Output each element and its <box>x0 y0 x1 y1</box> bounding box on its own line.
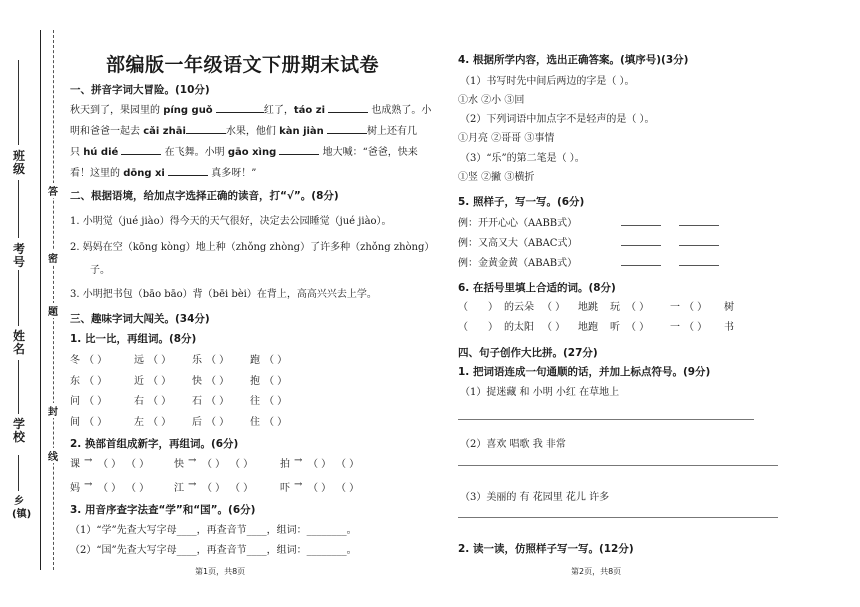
s2-item-1: 1. 小明觉（jué jiào）得今天的天气很好，决定去公园睡觉（jué jiào）。 <box>70 216 392 227</box>
grid-char: 快 <box>192 375 202 387</box>
paren-blank[interactable]: ） <box>488 302 498 313</box>
radical-char: 妈 <box>70 483 80 494</box>
answer-blank[interactable]: （ ） <box>98 459 122 470</box>
binding-dashed-line <box>53 30 54 570</box>
paren-blank[interactable]: （ ） <box>684 302 708 313</box>
answer-blank[interactable]: （ ） <box>264 355 288 366</box>
s1-line-1: 秋天到了，果园里的 píng guǒ 红了，táo zi 也成熟了。小 <box>70 101 431 116</box>
grid-char: 往 <box>250 396 260 407</box>
grid-char: 住 <box>250 416 260 428</box>
answer-blank[interactable]: （ ） <box>206 375 230 387</box>
answer-blank[interactable]: （ ） <box>264 375 288 387</box>
answer-blank[interactable]: （ ） <box>264 416 288 428</box>
answer-blank[interactable]: （ ） <box>98 483 122 494</box>
label-name: 姓名 <box>12 329 25 356</box>
grid-char: 问 <box>70 396 80 407</box>
answer-blank[interactable]: （ ） <box>230 483 254 494</box>
word: 一 <box>670 322 680 333</box>
s2-item-2: 2. 妈妈在空（kōng kòng）地上种（zhǒng zhòng）了许多种（zhǒng zhòng） <box>70 242 435 253</box>
answer-blank[interactable]: （ ） <box>126 459 150 470</box>
answer-blank[interactable]: （ ） <box>126 483 150 494</box>
grid-char: 跑 <box>250 355 260 366</box>
s3-q1-heading: 1. 比一比，再组词。(8分) <box>70 333 197 345</box>
answer-blank[interactable]: （ ） <box>264 396 288 407</box>
s2-item-3: 3. 小明把书包（bāo bāo）背（bēi bèi）在背上，高高兴兴去上学。 <box>70 289 377 300</box>
paren-blank[interactable]: （ ） <box>626 322 650 333</box>
answer-blank[interactable]: （ ） <box>230 459 254 470</box>
arrow-icon: → <box>84 455 93 466</box>
fill-line-township <box>18 455 19 491</box>
answer-blank[interactable]: （ ） <box>148 416 172 428</box>
answer-blank[interactable]: （ ） <box>202 483 226 494</box>
answer-blank[interactable]: （ ） <box>308 459 332 470</box>
seal-char-4: 封 <box>47 403 59 418</box>
s3-q3-line-1: （1）“学”先查大写字母____，再查音节____，组词：________。 <box>70 525 357 536</box>
s3-q3-heading: 3. 用音序查字法查“学”和“国”。(6分) <box>70 504 256 516</box>
write-line[interactable] <box>679 265 719 266</box>
answer-blank[interactable]: （ ） <box>84 355 108 366</box>
label-class: 班级 <box>12 149 25 176</box>
s3-q3-line-2: （2）“国”先查大写字母____，再查音节____，组词：________。 <box>70 545 357 556</box>
fill-line-name <box>18 270 19 326</box>
binding-strip <box>0 0 62 607</box>
s4-line-1: （1）书写时先中间后两边的字是（ ）。 <box>460 76 635 87</box>
answer-blank[interactable]: （ ） <box>206 416 230 428</box>
fill-line-exam-number <box>18 180 19 238</box>
s4-line-5: （3）“乐”的第二笔是（ ）。 <box>460 153 585 164</box>
paren-blank[interactable]: （ <box>458 322 468 333</box>
grid-char: 乐 <box>192 355 202 366</box>
grid-char: 左 <box>134 416 144 428</box>
write-line[interactable] <box>679 225 719 226</box>
section-1-heading: 一、拼音字词大冒险。(10分) <box>70 84 210 96</box>
paren-blank[interactable]: （ ） <box>542 302 566 313</box>
radical-char: 快 <box>174 459 184 470</box>
radical-char: 吓 <box>280 483 290 494</box>
label-school: 学校 <box>12 417 25 444</box>
s4-heading: 4. 根据所学内容，选出正确答案。(填序号)(3分) <box>458 54 689 66</box>
word: 听 <box>610 322 620 333</box>
s5-heading: 5. 照样子，写一写。(6分) <box>458 196 585 208</box>
answer-blank[interactable]: （ ） <box>202 459 226 470</box>
s1-line-2: 明和爸爸一起去 cǎi zhāi 水果，他们 kàn jiàn 树上还有几 <box>70 122 417 137</box>
word: 地跑 <box>578 322 598 333</box>
section-4-heading: 四、句子创作大比拼。(27分) <box>458 347 598 359</box>
radical-char: 拍 <box>280 459 290 470</box>
radical-char: 课 <box>70 459 80 470</box>
answer-blank[interactable]: （ ） <box>148 396 172 407</box>
radical-char: 江 <box>174 483 184 494</box>
answer-blank[interactable]: （ ） <box>148 375 172 387</box>
grid-char: 远 <box>134 355 144 366</box>
write-line[interactable] <box>621 265 661 266</box>
seal-char-5: 线 <box>47 448 59 463</box>
s4-line-2: ①水 ②小 ③回 <box>458 95 525 106</box>
answer-line-3[interactable] <box>458 517 778 518</box>
seal-char-1: 答 <box>47 183 59 198</box>
example-label: 例：开开心心（AABB式） <box>458 218 578 229</box>
example-label: 例：金黄金黄（ABAB式） <box>458 258 578 269</box>
answer-blank[interactable]: （ ） <box>84 396 108 407</box>
s7-item-3: （3）美丽的 有 花园里 花儿 许多 <box>460 492 610 503</box>
arrow-icon: → <box>188 479 197 490</box>
word: 玩 <box>610 302 620 313</box>
binding-solid-line <box>40 30 41 570</box>
grid-char: 近 <box>134 375 144 387</box>
page-title: 部编版一年级语文下册期末试卷 <box>106 54 380 76</box>
grid-char: 后 <box>192 416 202 428</box>
fill-line-school <box>18 360 19 414</box>
s7-item-1: （1）捉迷藏 和 小明 小红 在草地上 <box>460 387 620 398</box>
s1-line-3: 只 hú dié 在飞舞。小明 gāo xìng 地大喊：“爸爸，快来 <box>70 143 418 158</box>
grid-char: 东 <box>70 375 80 387</box>
paren-blank[interactable]: ） <box>488 322 498 333</box>
grid-char: 间 <box>70 416 80 428</box>
answer-line-2[interactable] <box>458 465 778 466</box>
answer-blank[interactable]: （ ） <box>84 375 108 387</box>
answer-blank[interactable]: （ ） <box>206 355 230 366</box>
answer-blank[interactable]: （ ） <box>308 483 332 494</box>
arrow-icon: → <box>84 479 93 490</box>
word: 地跳 <box>578 302 598 313</box>
label-township: 乡(镇) <box>12 496 32 520</box>
answer-blank[interactable]: （ ） <box>148 355 172 366</box>
section-3-heading: 三、趣味字词大闯关。(34分) <box>70 313 210 325</box>
word: 的云朵 <box>504 302 534 313</box>
paren-blank[interactable]: （ ） <box>684 322 708 333</box>
write-line[interactable] <box>621 245 661 246</box>
arrow-icon: → <box>294 479 303 490</box>
answer-blank[interactable]: （ ） <box>84 416 108 428</box>
word: 树 <box>724 302 734 313</box>
fill-line-class <box>18 60 19 145</box>
paren-blank[interactable]: （ ） <box>542 322 566 333</box>
word: 一 <box>670 302 680 313</box>
s4-line-3: （2）下列词语中加点字不是轻声的是（ ）。 <box>460 114 655 125</box>
write-line[interactable] <box>679 245 719 246</box>
s2-item-2-cont: 子。 <box>90 265 110 276</box>
seal-char-2: 密 <box>47 250 59 265</box>
answer-blank[interactable]: （ ） <box>206 396 230 407</box>
example-label: 例：又高又大（ABAC式） <box>458 238 578 249</box>
grid-char: 冬 <box>70 355 80 366</box>
write-line[interactable] <box>621 225 661 226</box>
grid-char: 石 <box>192 396 202 407</box>
label-exam-number: 考号 <box>12 242 25 269</box>
s7-item-2: （2）喜欢 唱歌 我 非常 <box>460 439 566 450</box>
grid-char: 右 <box>134 396 144 407</box>
s4-line-4: ①月亮 ②哥哥 ③事情 <box>458 133 555 144</box>
s6-heading: 6. 在括号里填上合适的词。(8分) <box>458 282 616 294</box>
answer-line-1[interactable] <box>458 419 754 420</box>
s4-line-6: ①竖 ②撇 ③横折 <box>458 172 535 183</box>
grid-char: 抱 <box>250 375 260 387</box>
seal-char-3: 题 <box>47 303 59 318</box>
paren-blank[interactable]: （ <box>458 302 468 313</box>
arrow-icon: → <box>188 455 197 466</box>
word: 的太阳 <box>504 322 534 333</box>
footer-page-1: 第1页，共8页 <box>195 567 246 576</box>
s3-q2-heading: 2. 换部首组成新字，再组词。(6分) <box>70 438 239 450</box>
s7-q1-heading: 1. 把词语连成一句通顺的话，并加上标点符号。(9分) <box>458 366 711 378</box>
answer-blank[interactable]: （ ） <box>336 459 360 470</box>
answer-blank[interactable]: （ ） <box>336 483 360 494</box>
s1-line-4: 看！这里的 dōng xi 真多呀！” <box>70 164 256 179</box>
section-2-heading: 二、根据语境，给加点字选择正确的读音，打“√”。(8分) <box>70 190 339 202</box>
arrow-icon: → <box>294 455 303 466</box>
footer-page-2: 第2页，共8页 <box>571 567 622 576</box>
word: 书 <box>724 322 734 333</box>
s7-q2-heading: 2. 读一读，仿照样子写一写。(12分) <box>458 543 634 555</box>
paren-blank[interactable]: （ ） <box>626 302 650 313</box>
